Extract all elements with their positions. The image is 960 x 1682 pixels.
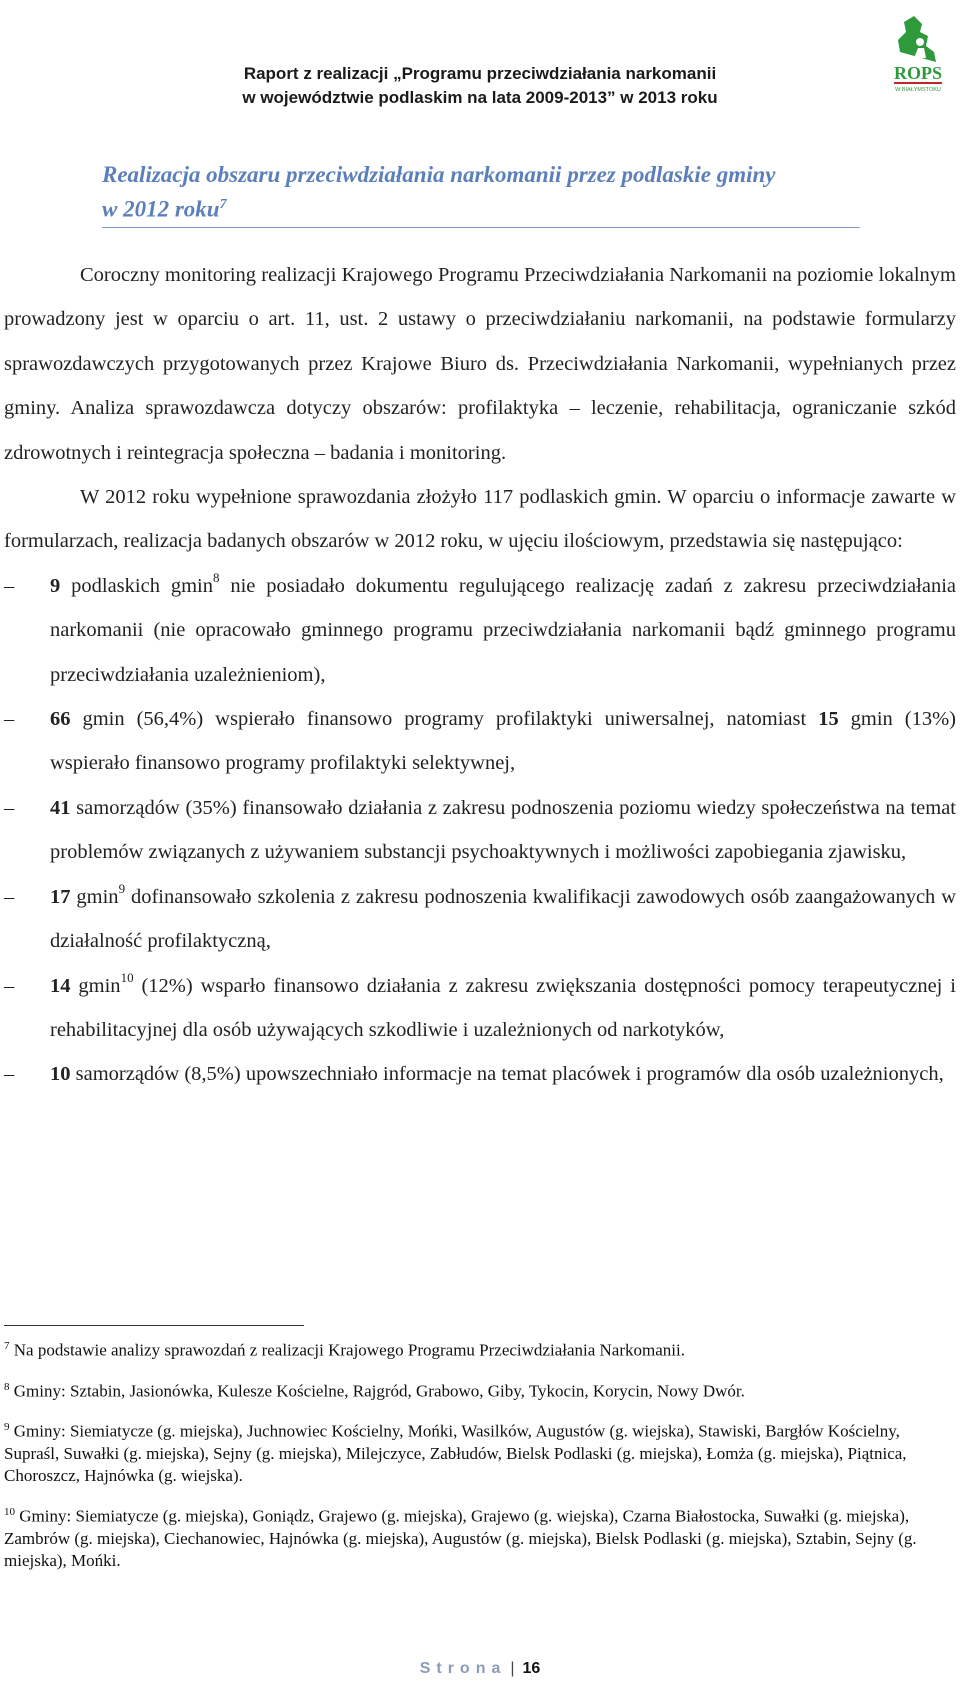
paragraph-intro: Coroczny monitoring realizacji Krajowego Programu Przeciwdziałania Narkomanii na poziomie lokalnym prowadzony jest w oparciu o art. 11, ust. 2 ustawy o przeciwdziałaniu narkomanii, na podstawie formularzy sprawozdawczych przygotowanych przez Krajowe Biuro ds. Przeciwdziałania Narkomanii, wypełnianych przez gminy. Analiza sprawozdawcza dotyczy obszarów: profilaktyka – leczenie, rehabilitacja, ograniczanie szkód zdrowotnych i reintegracja społeczna – badania i monitoring. xyxy=(4,264,956,464)
footnote-number: 10 xyxy=(4,1505,15,1518)
section-title xyxy=(102,160,862,225)
footnote-8 xyxy=(4,1376,948,1403)
item-number: 14 xyxy=(50,974,71,997)
footnote-ref: 10 xyxy=(120,969,134,985)
footnote-text: Na podstawie analizy sprawozdań z realizacji Krajowego Programu Przeciwdziałania Narkomanii. xyxy=(9,1340,685,1360)
footnote-ref: 7 xyxy=(219,197,227,212)
report-header xyxy=(190,62,770,110)
item-number: 66 xyxy=(50,708,71,731)
report-header-line2: w województwie podlaskim na lata 2009-2013” w 2013 roku xyxy=(242,88,718,107)
dash-bullet: – xyxy=(4,974,15,997)
logo-subtext: W BIAŁYMSTOKU xyxy=(895,87,941,93)
item-text: gmin (56,4%) wspierało finansowo programy profilaktyki uniwersalnej, natomiast xyxy=(70,708,819,731)
item-number: 17 xyxy=(50,885,71,908)
footnote-ref: 8 xyxy=(212,569,220,585)
list-item xyxy=(0,1052,956,1096)
item-text: podlaskich gmin xyxy=(60,574,213,597)
list-item xyxy=(0,875,956,964)
footnote-text: Gminy: Siemiatycze (g. miejska), Juchnowiec Kościelny, Mońki, Wasilków, Augustów (g. wiejska), Stawiski, Bargłów Kościelny, Supraśl, Suwałki (g. miejska), Sejny (g. miejska), Milejczyce, Zabłudów, Bielsk Podlaski (g. miejska), Łomża (g. miejska), Piątnica, Choroszcz, Hajnówka (g. wiejska). xyxy=(4,1421,907,1485)
page-label: Strona xyxy=(419,1660,507,1677)
paragraph-summary: W 2012 roku wypełnione sprawozdania złożyło 117 podlaskich gmin. W oparciu o informacje zawarte w formularzach, realizacja badanych obszarów w 2012 roku, w ujęciu ilościowym, przedstawia się następująco: xyxy=(4,486,956,553)
footnote-7 xyxy=(4,1335,948,1362)
footnote-number: 9 xyxy=(4,1421,10,1434)
item-text: gmin (13%) wspierało finansowo programy profilaktyki selektywnej, xyxy=(50,708,957,775)
dash-bullet: – xyxy=(4,885,15,908)
report-header-line1: Raport z realizacji „Programu przeciwdziałania narkomanii xyxy=(243,64,717,83)
page-number: 16 xyxy=(522,1660,541,1677)
footnote-10 xyxy=(4,1501,948,1572)
main-body xyxy=(0,253,956,1097)
footnote-ref: 9 xyxy=(118,880,126,896)
results-list xyxy=(0,564,956,1097)
item-number: 10 xyxy=(50,1063,71,1086)
item-text: dofinansowało szkolenia z zakresu podnoszenia kwalifikacji zawodowych osób zaangażowanych w działalność profilaktyczną, xyxy=(50,885,956,953)
section-title-line1: Realizacja obszaru przeciwdziałania narkomanii przez podlaskie gminy xyxy=(102,162,776,187)
dash-bullet: – xyxy=(4,708,15,731)
item-text: nie posiadało dokumentu regulującego realizację zadań z zakresu przeciwdziałania narkomanii (nie opracowało gminnego programu przeciwdziałania narkomanii bądź gminnego programu przeciwdziałania uzależnieniom), xyxy=(50,574,956,686)
footnotes xyxy=(4,1335,948,1586)
list-item xyxy=(0,564,956,697)
list-item xyxy=(0,964,956,1053)
item-text: samorządów (8,5%) upowszechniało informacje na temat placówek i programów dla osób uzależnionych, xyxy=(70,1063,944,1086)
dash-bullet: – xyxy=(4,1063,15,1086)
logo-text: ROPS xyxy=(893,63,943,83)
footnote-number: 7 xyxy=(4,1340,10,1352)
item-text: gmin xyxy=(70,885,119,908)
item-number: 15 xyxy=(818,708,839,731)
list-item xyxy=(0,786,956,875)
footnote-9 xyxy=(4,1416,948,1487)
section-title-line2: w 2012 roku xyxy=(102,196,220,222)
logo-figure-head xyxy=(916,38,924,46)
dash-bullet: – xyxy=(4,574,15,597)
item-text: gmin xyxy=(70,974,121,997)
footnote-number: 8 xyxy=(4,1380,10,1393)
footer-separator: | xyxy=(510,1660,515,1677)
item-text: samorządów (35%) finansowało działania z zakresu podnoszenia poziomu wiedzy społeczeństwa na temat problemów związanych z używaniem substancji psychoaktywnych i możliwości zapobiegania zjawisku, xyxy=(50,796,956,864)
item-text: (12%) wsparło finansowo działania z zakresu zwiększania dostępności pomocy terapeutycznej i rehabilitacyjnej dla osób używających szkodliwie i uzależnionych od narkotyków, xyxy=(50,974,956,1041)
footnote-text: Gminy: Siemiatycze (g. miejska), Goniądz, Grajewo (g. miejska), Grajewo (g. wiejska), Czarna Białostocka, Suwałki (g. miejska), Zambrów (g. miejska), Ciechanowiec, Hajnówka (g. miejska), Augustów (g. miejska), Bielsk Podlaski (g. miejska), Sztabin, Sejny (g. miejska), Mońki. xyxy=(4,1506,917,1570)
item-number: 9 xyxy=(50,574,61,597)
footnote-text: Gminy: Sztabin, Jasionówka, Kulesze Kościelne, Rajgród, Grabowo, Giby, Tykocin, Korycin, Nowy Dwór. xyxy=(9,1381,745,1401)
section-title-rule xyxy=(102,227,860,228)
page-footer xyxy=(0,1660,960,1678)
dash-bullet: – xyxy=(4,796,15,819)
footnote-separator xyxy=(4,1325,304,1326)
item-number: 41 xyxy=(50,796,71,819)
rops-logo xyxy=(882,12,954,100)
list-item xyxy=(0,697,956,786)
